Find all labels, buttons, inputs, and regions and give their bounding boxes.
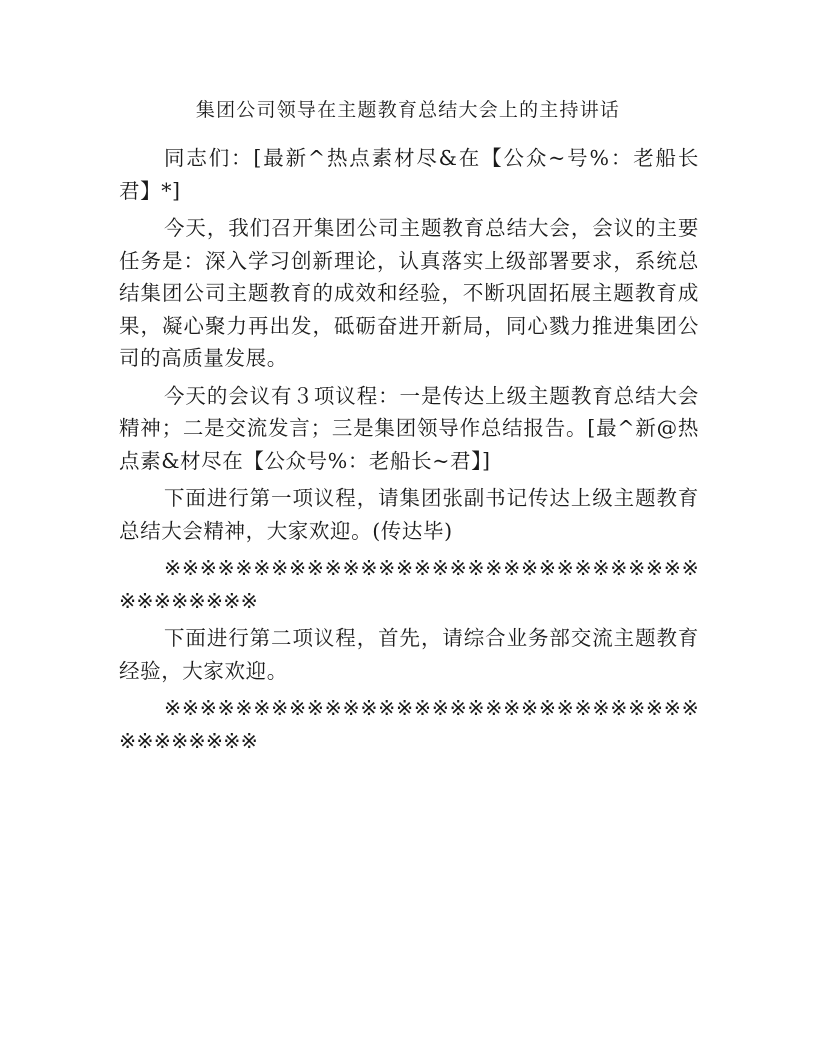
paragraph-first-item: 下面进行第一项议程，请集团张副书记传达上级主题教育总结大会精神，大家欢迎。(传达毕) xyxy=(119,486,699,543)
paragraph-separator: ※※※※※※※※※※※※※※※※※※※※※※※※※※※※※※※※※※※※※※ xyxy=(119,556,699,613)
paragraph-meeting-purpose: 今天，我们召开集团公司主题教育总结大会，会议的主要任务是：深入学习创新理论，认真落实上级部署要求，系统总结集团公司主题教育的成效和经验，不断巩固拓展主题教育成果，凝心聚力再出发，砥砺奋进开新局，同心戮力推进集团公司的高质量发展。 xyxy=(119,216,699,370)
document-body xyxy=(119,142,699,762)
document-title: 集团公司领导在主题教育总结大会上的主持讲话 xyxy=(195,99,621,121)
paragraph-second-item: 下面进行第二项议程，首先，请综合业务部交流主题教育经验，大家欢迎。 xyxy=(119,626,699,683)
paragraph-greeting: 同志们：[最新^热点素材尽&在【公众~号%：老船长君】*] xyxy=(119,146,699,203)
paragraph-agenda: 今天的会议有３项议程：一是传达上级主题教育总结大会精神；二是交流发言；三是集团领导作总结报告。[最^新@热点素&材尽在【公众号%：老船长~君】] xyxy=(119,383,699,473)
paragraph-separator: ※※※※※※※※※※※※※※※※※※※※※※※※※※※※※※※※※※※※※※ xyxy=(119,696,699,753)
